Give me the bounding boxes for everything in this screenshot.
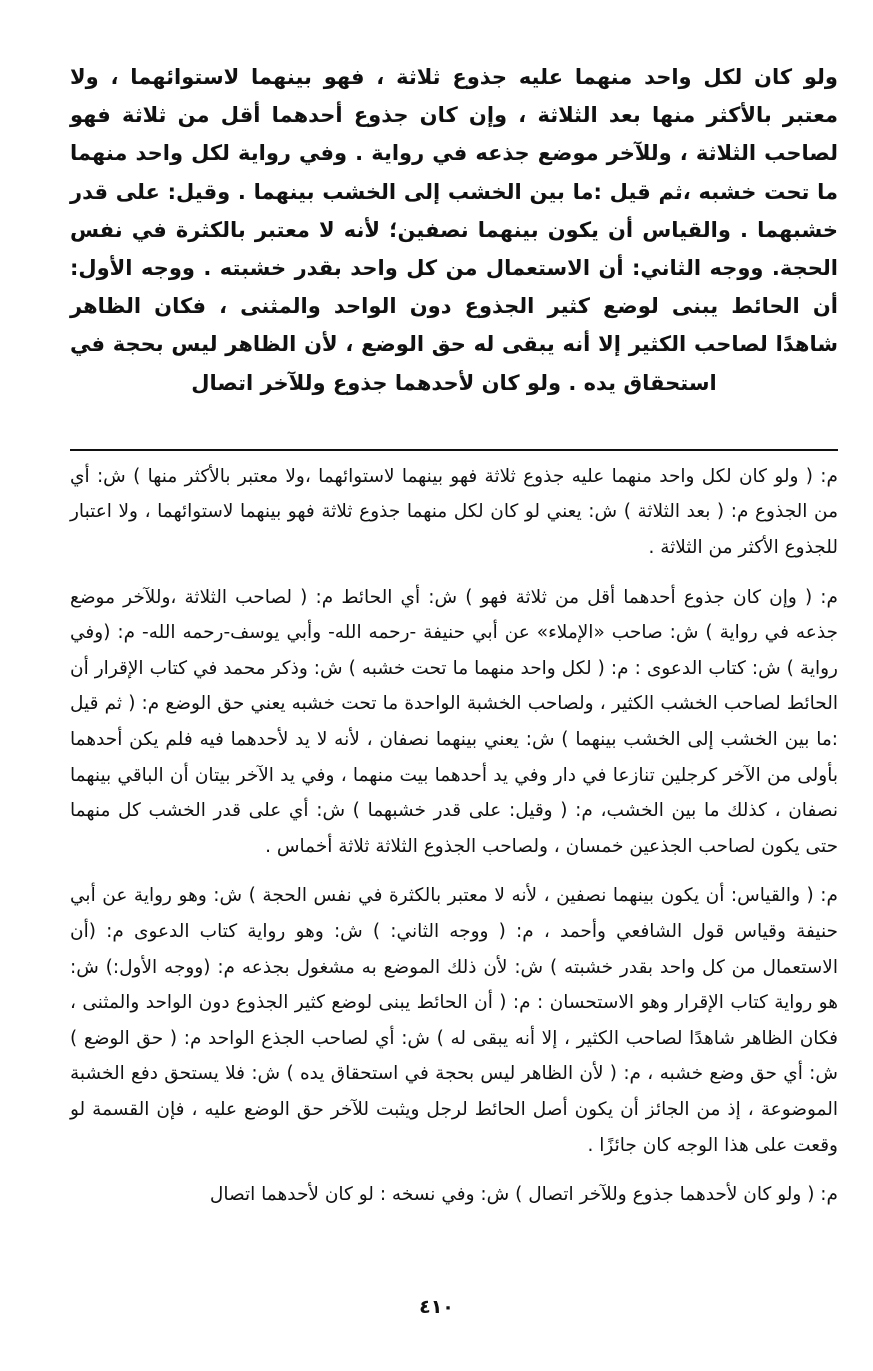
commentary-paragraph: م: ( ولو كان لأحدهما جذوع وللآخر اتصال ) ش: وفي نسخه : لو كان لأحدهما اتصال (209, 1184, 838, 1206)
divider-line (70, 449, 838, 451)
matn-text: ولو كان لكل واحد منهما عليه جذوع ثلاثة ، فهو بينهما لاستوائهما ، ولا معتبر بالأكثر منها بعد الثلاثة ، وإن كان جذوع أحدهما أقل من ثلاثة فهو لصاحب الثلاثة ، وللآخر موضع جذعه في رواية . وفي رواية لكل واحد منهما ما تحت خشبه ،ثم قيل :ما بين الخشب إلى الخشب بينهما . وقيل: على قدر خشبهما . والقياس أن يكون بينهما نصفين؛ لأنه لا معتبر بالكثرة في نفس الحجة. ووجه الثاني: أن الاستعمال من كل واحد بقدر خشبته . ووجه الأول: أن الحائط يبنى لوضع كثير الجذوع دون الواحد والمثنى ، فكان الظاهر شاهدًا لصاحب الكثير إلا أنه يبقى له حق الوضع ، لأن الظاهر ليس بحجة في استحقاق يده . ولو كان لأحدهما جذوع وللآخر اتصال (70, 65, 838, 395)
commentary-paragraph: م: ( وإن كان جذوع أحدهما أقل من ثلاثة فهو ) ش: أي الحائط م: ( لصاحب الثلاثة ،وللآخر موضع جذعه في رواية ) ش: صاحب «الإملاء» عن أبي حنيفة -رحمه الله- وأبي يوسف-رحمه الله- م: (وفي رواية ) ش: كتاب الدعوى : م: ( لكل واحد منهما ما تحت خشبه ) ش: وذكر محمد في كتاب الإقرار أن الحائط لصاحب الخشب الكثير ، ولصاحب الخشبة الواحدة ما تحت خشبه يعني حق الوضع م: ( ثم قيل :ما بين الخشب إلى الخشب بينهما ) ش: يعني بينهما نصفان ، لأنه لا يد لأحدهما فيه فلم يكن أحدهما بأولى من الآخر كرجلين تنازعا في دار وفي يد أحدهما بيت منهما ، وفي يد الآخر بيتان أن الباقي بينهما نصفان ، كذلك ما بين الخشب، م: ( وقيل: على قدر خشبهما ) ش: أي على قدر الخشب كل منهما حتى يكون لصاحب الجذعين خمسان ، ولصاحب الجذوع الثلاثة ثلاثة أخماس . (70, 586, 838, 857)
commentary-paragraph: م: ( ولو كان لكل واحد منهما عليه جذوع ثلاثة فهو بينهما لاستوائهما ،ولا معتبر بالأكثر منها ) ش: أي من الجذوع م: ( بعد الثلاثة ) ش: يعني لو كان لكل منهما جذوع ثلاثة فهو بينهما لاستوائهما ، ولا اعتبار للجذوع الأكثر من الثلاثة . (70, 465, 838, 559)
page-number: ٤١٠ (419, 1296, 454, 1318)
commentary (70, 459, 838, 1213)
commentary-paragraph: م: ( والقياس: أن يكون بينهما نصفين ، لأنه لا معتبر بالكثرة في نفس الحجة ) ش: وهو رواية عن أبي حنيفة وقياس قول الشافعي وأحمد ، م: ( ووجه الثاني: ) ش: وهو رواية كتاب الدعوى م: (أن الاستعمال من كل واحد بقدر خشبته ) ش: لأن ذلك الموضع به مشغول بجذعه م: (ووجه الأول:) ش: هو رواية كتاب الإقرار وهو الاستحسان : م: ( أن الحائط يبنى لوضع كثير الجذوع دون الواحد والمثنى ، فكان الظاهر شاهدًا لصاحب الكثير ، إلا أنه يبقى له ) ش: أي لصاحب الجذع الواحد م: ( حق الوضع ) ش: أي حق وضع خشبه ، م: ( لأن الظاهر ليس بحجة في استحقاق يده ) ش: فلا يستحق دفع الخشبة الموضوعة ، إذ من الجائز أن يكون أصل الحائط لرجل ويثبت للآخر حق الوضع عليه ، فإن القسمة لو وقعت على هذا الوجه كان جائزًا . (70, 885, 838, 1156)
page-body (70, 58, 838, 1213)
